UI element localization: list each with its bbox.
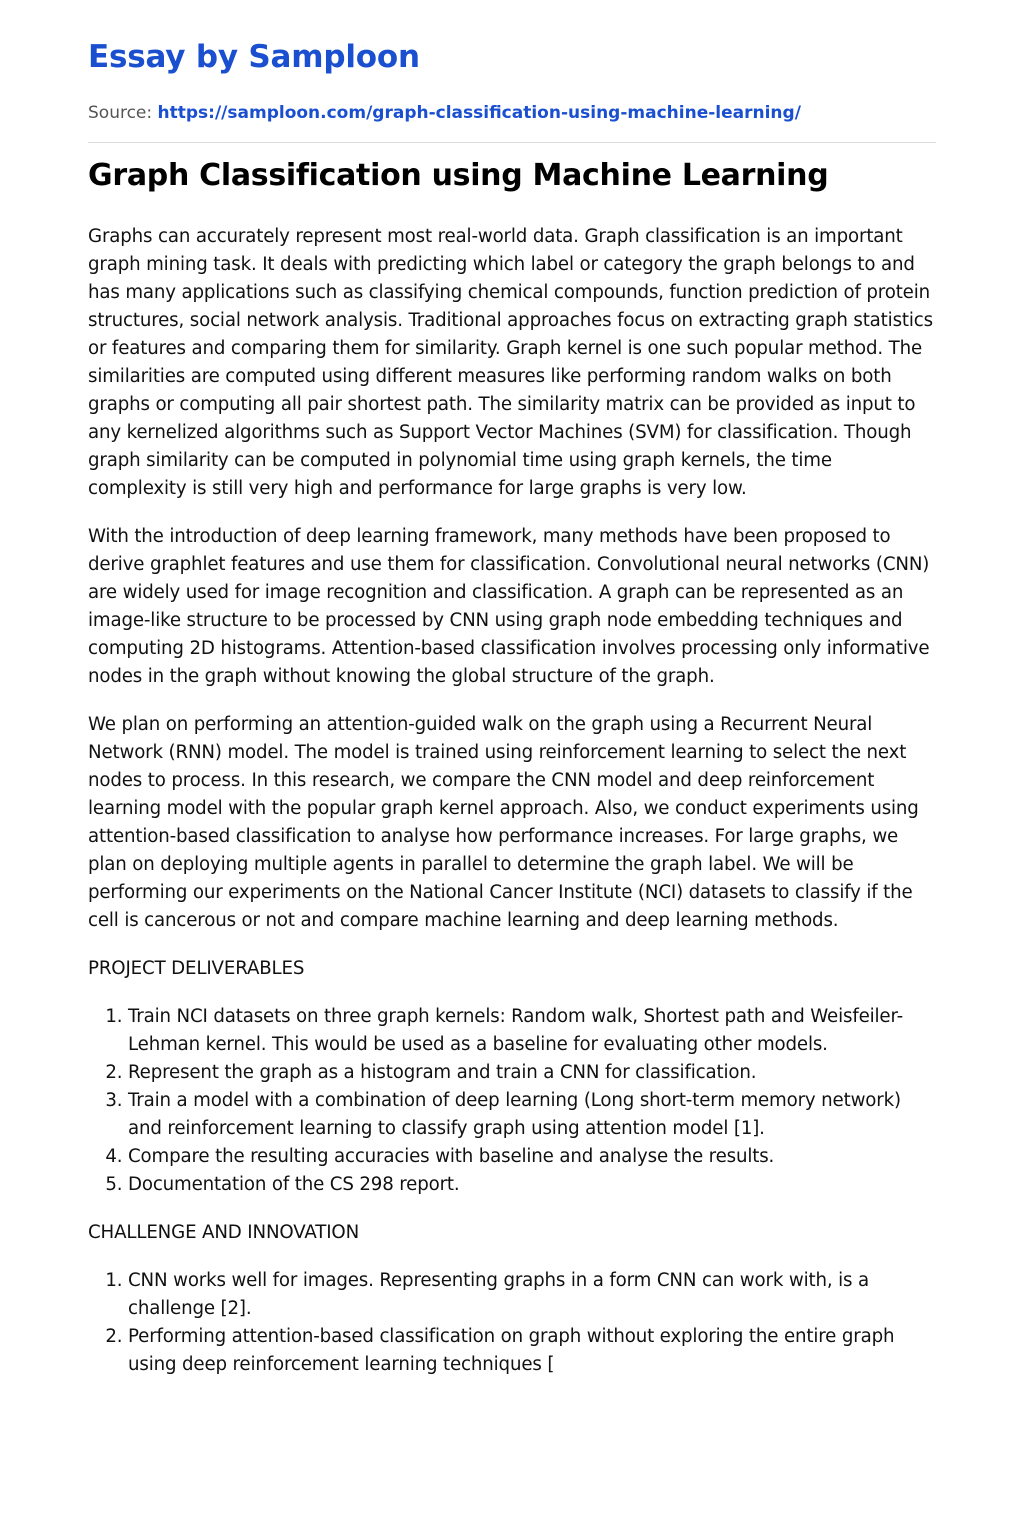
list-item: 4. Compare the resulting accuracies with baseline and analyse the results.	[128, 1143, 936, 1171]
article-body	[88, 223, 936, 1379]
site-brand-title: Essay by Samploon	[88, 39, 420, 75]
list-item: 1. CNN works well for images. Representing graphs in a form CNN can work with, is a challenge [2].	[128, 1267, 936, 1323]
paragraph-plan: We plan on performing an attention-guided walk on the graph using a Recurrent Neural Network (RNN) model. The model is trained using reinforcement learning to select the next nodes to process. In this research, we compare the CNN model and deep reinforcement learning model with the popular graph kernel approach. Also, we conduct experiments using attention-based classification to analyse how performance increases. For large graphs, we plan on deploying multiple agents in parallel to determine the graph label. We will be performing our experiments on the National Cancer Institute (NCI) datasets to classify if the cell is cancerous or not and compare machine learning and deep learning methods.	[88, 714, 919, 931]
paragraph-intro: Graphs can accurately represent most real-world data. Graph classification is an important graph mining task. It deals with predicting which label or category the graph belongs to and has many applications such as classifying chemical compounds, function prediction of protein structures, social network analysis. Traditional approaches focus on extracting graph statistics or features and comparing them for similarity. Graph kernel is one such popular method. The similarities are computed using different measures like performing random walks on both graphs or computing all pair shortest path. The similarity matrix can be provided as input to any kernelized algorithms such as Support Vector Machines (SVM) for classification. Though graph similarity can be computed in polynomial time using graph kernels, the time complexity is still very high and performance for large graphs is very low.	[88, 226, 933, 499]
list-item: 3. Train a model with a combination of deep learning (Long short-term memory network) and reinforcement learning to classify graph using attention model [1].	[128, 1087, 936, 1143]
deliverables-list	[88, 1003, 936, 1199]
deliverables-heading: PROJECT DELIVERABLES	[88, 958, 305, 979]
list-item: 2. Represent the graph as a histogram and train a CNN for classification.	[128, 1059, 936, 1087]
source-line	[88, 102, 936, 124]
source-link[interactable]: https://samploon.com/graph-classification-using-machine-learning/	[157, 103, 801, 123]
list-item: 1. Train NCI datasets on three graph kernels: Random walk, Shortest path and Weisfeiler-Lehman kernel. This would be used as a baseline for evaluating other models.	[128, 1003, 936, 1059]
essay-page	[88, 0, 936, 1399]
article-title: Graph Classification using Machine Learning	[88, 158, 829, 193]
challenges-list	[88, 1267, 936, 1379]
header-divider	[88, 142, 936, 143]
paragraph-deep-learning: With the introduction of deep learning framework, many methods have been proposed to derive graphlet features and use them for classification. Convolutional neural networks (CNN) are widely used for image recognition and classification. A graph can be represented as an image-like structure to be processed by CNN using graph node embedding techniques and computing 2D histograms. Attention-based classification involves processing only informative nodes in the graph without knowing the global structure of the graph.	[88, 526, 930, 687]
challenges-heading: CHALLENGE AND INNOVATION	[88, 1222, 360, 1243]
source-label: Source:	[88, 103, 158, 123]
list-item: 5. Documentation of the CS 298 report.	[128, 1171, 936, 1199]
list-item: 2. Performing attention-based classification on graph without exploring the entire graph using deep reinforcement learning techniques [	[128, 1323, 936, 1379]
